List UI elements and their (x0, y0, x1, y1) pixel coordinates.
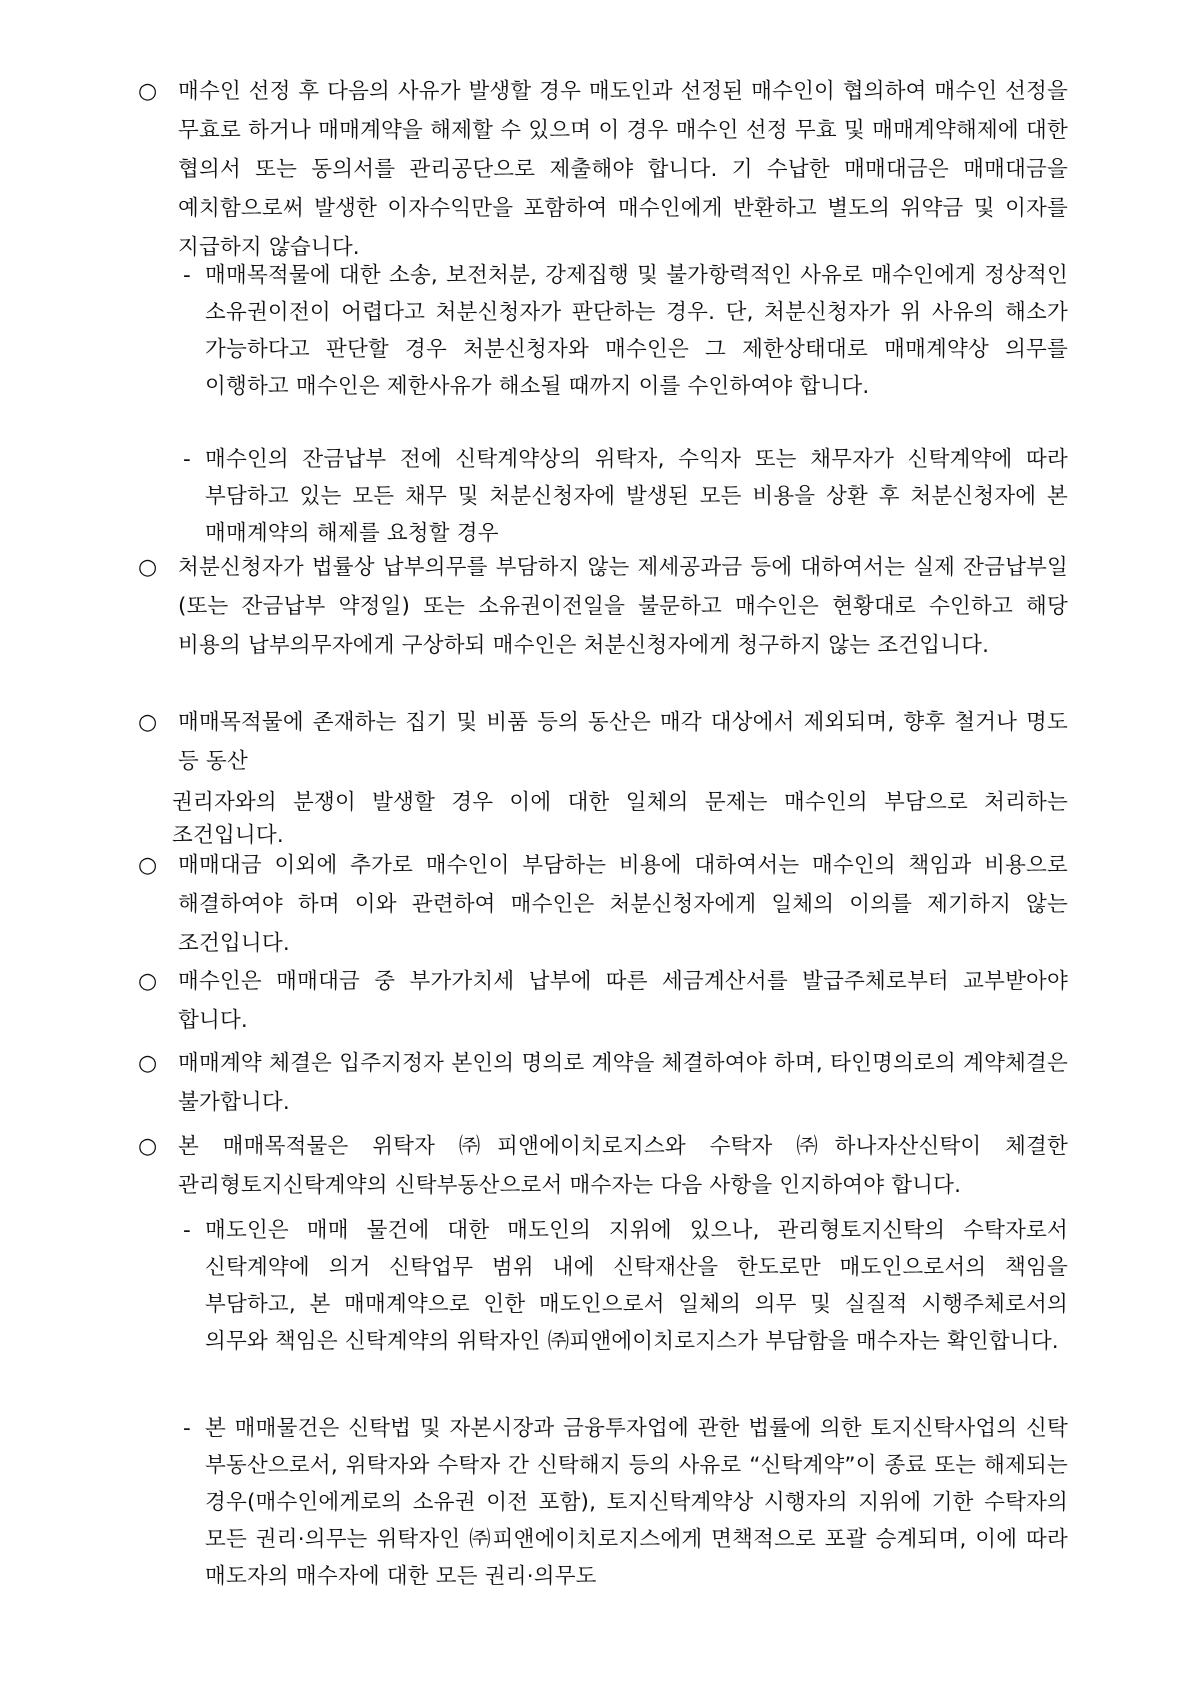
clause-1-sub-1-text: 매매목적물에 대한 소송, 보전처분, 강제집행 및 불가항력적인 사유로 매수인에게 정상적인 소유권이전이 어렵다고 처분신청자가 판단하는 경우. 단, 처분신청자가 위 사유의 해소가 가능하다고 판단할 경우 처분신청자와 매수인은 그 제한상태대로 매매계약상 의무를 이행하고 매수인은 제한사유가 해소될 때까지 이를 수인하여야 합니다. (205, 263, 1068, 399)
clause-7-text: 본 매매목적물은 위탁자 ㈜피앤에이치로지스와 수탁자 ㈜하나자산신탁이 체결한 관리형토지신탁계약의 신탁부동산으로서 매수자는 다음 사항을 인지하여야 합니다. (178, 1134, 1068, 1198)
clause-2 (138, 548, 1068, 665)
clause-7-sub-1 (183, 1212, 1068, 1360)
dash-bullet-icon: - (183, 263, 191, 288)
clause-4-text: 매매대금 이외에 추가로 매수인이 부담하는 비용에 대하여서는 매수인의 책임과 비용으로 해결하여야 하며 이와 관련하여 매수인은 처분신청자에게 일체의 이의를 제기하지 않는 조건입니다. (178, 853, 1068, 956)
clause-2-text: 처분신청자가 법률상 납부의무를 부담하지 않는 제세공과금 등에 대하여서는 실제 잔금납부일(또는 잔금납부 약정일) 또는 소유권이전일을 불문하고 매수인은 현황대로 수인하고 해당 비용의 납부의무자에게 구상하되 매수인은 처분신청자에게 청구하지 않는 조건입니다. (178, 555, 1068, 658)
clause-1-text: 매수인 선정 후 다음의 사유가 발생할 경우 매도인과 선정된 매수인이 협의하여 매수인 선정을 무효로 하거나 매매계약을 해제할 수 있으며 이 경우 매수인 선정 무효 및 매매계약해제에 대한 협의서 또는 동의서를 관리공단으로 제출해야 합니다. 기 수납한 매매대금은 매매대금을 예치함으로써 발생한 이자수익만을 포함하여 매수인에게 반환하고 별도의 위약금 및 이자를 지급하지 않습니다. (178, 79, 1068, 260)
circle-bullet-icon: ○ (138, 969, 158, 994)
clause-1-sub-2 (183, 441, 1068, 552)
circle-bullet-icon: ○ (138, 853, 158, 878)
clause-5-text: 매수인은 매매대금 중 부가가치세 납부에 따른 세금계산서를 발급주체로부터 교부받아야 합니다. (178, 969, 1068, 1033)
circle-bullet-icon: ○ (138, 710, 158, 735)
dash-bullet-icon: - (183, 1218, 191, 1243)
circle-bullet-icon: ○ (138, 79, 158, 104)
clause-3-text: 매매목적물에 존재하는 집기 및 비품 등의 동산은 매각 대상에서 제외되며, 향후 철거나 명도 등 동산 (178, 710, 1068, 774)
clause-6 (138, 1044, 1068, 1122)
clause-3 (138, 703, 1068, 781)
circle-bullet-icon: ○ (138, 1134, 158, 1159)
clause-1-sub-2-text: 매수인의 잔금납부 전에 신탁계약상의 위탁자, 수익자 또는 채무자가 신탁계약에 따라 부담하고 있는 모든 채무 및 처분신청자에 발생된 모든 비용을 상환 후 처분신청자에 본 매매계약의 해제를 요청할 경우 (205, 447, 1068, 546)
clause-5 (138, 962, 1068, 1040)
clause-1 (138, 72, 1068, 267)
circle-bullet-icon: ○ (138, 555, 158, 580)
clause-7-sub-2-text: 본 매매물건은 신탁법 및 자본시장과 금융투자업에 관한 법률에 의한 토지신탁사업의 신탁 부동산으로서, 위탁자와 수탁자 간 신탁해지 등의 사유로 “신탁계약”이 종료 또는 해제되는 경우(매수인에게로의 소유권 이전 포함), 토지신탁계약상 시행자의 지위에 기한 수탁자의 모든 권리·의무는 위탁자인 ㈜피앤에이치로지스에게 면책적으로 포괄 승계되며, 이에 따라 매도자의 매수자에 대한 모든 권리·의무도 (205, 1416, 1068, 1589)
dash-bullet-icon: - (183, 1416, 191, 1441)
clause-7-sub-1-text: 매도인은 매매 물건에 대한 매도인의 지위에 있으나, 관리형토지신탁의 수탁자로서 신탁계약에 의거 신탁업무 범위 내에 신탁재산을 한도로만 매도인으로서의 책임을 부담하고, 본 매매계약으로 인한 매도인으로서 일체의 의무 및 실질적 시행주체로서의 의무와 책임은 신탁계약의 위탁자인 ㈜피앤에이치로지스가 부담함을 매수자는 확인합니다. (205, 1218, 1068, 1354)
clause-6-text: 매매계약 체결은 입주지정자 본인의 명의로 계약을 체결하여야 하며, 타인명의로의 계약체결은 불가합니다. (178, 1051, 1068, 1115)
circle-bullet-icon: ○ (138, 1051, 158, 1076)
clause-7 (138, 1127, 1068, 1205)
clause-4 (138, 846, 1068, 963)
clause-7-sub-2 (183, 1410, 1068, 1595)
dash-bullet-icon: - (183, 447, 191, 472)
clause-3-continuation: 권리자와의 분쟁이 발생할 경우 이에 대한 일체의 문제는 매수인의 부담으로 처리하는 조건입니다. (172, 790, 1068, 848)
clause-1-sub-1 (183, 257, 1068, 405)
